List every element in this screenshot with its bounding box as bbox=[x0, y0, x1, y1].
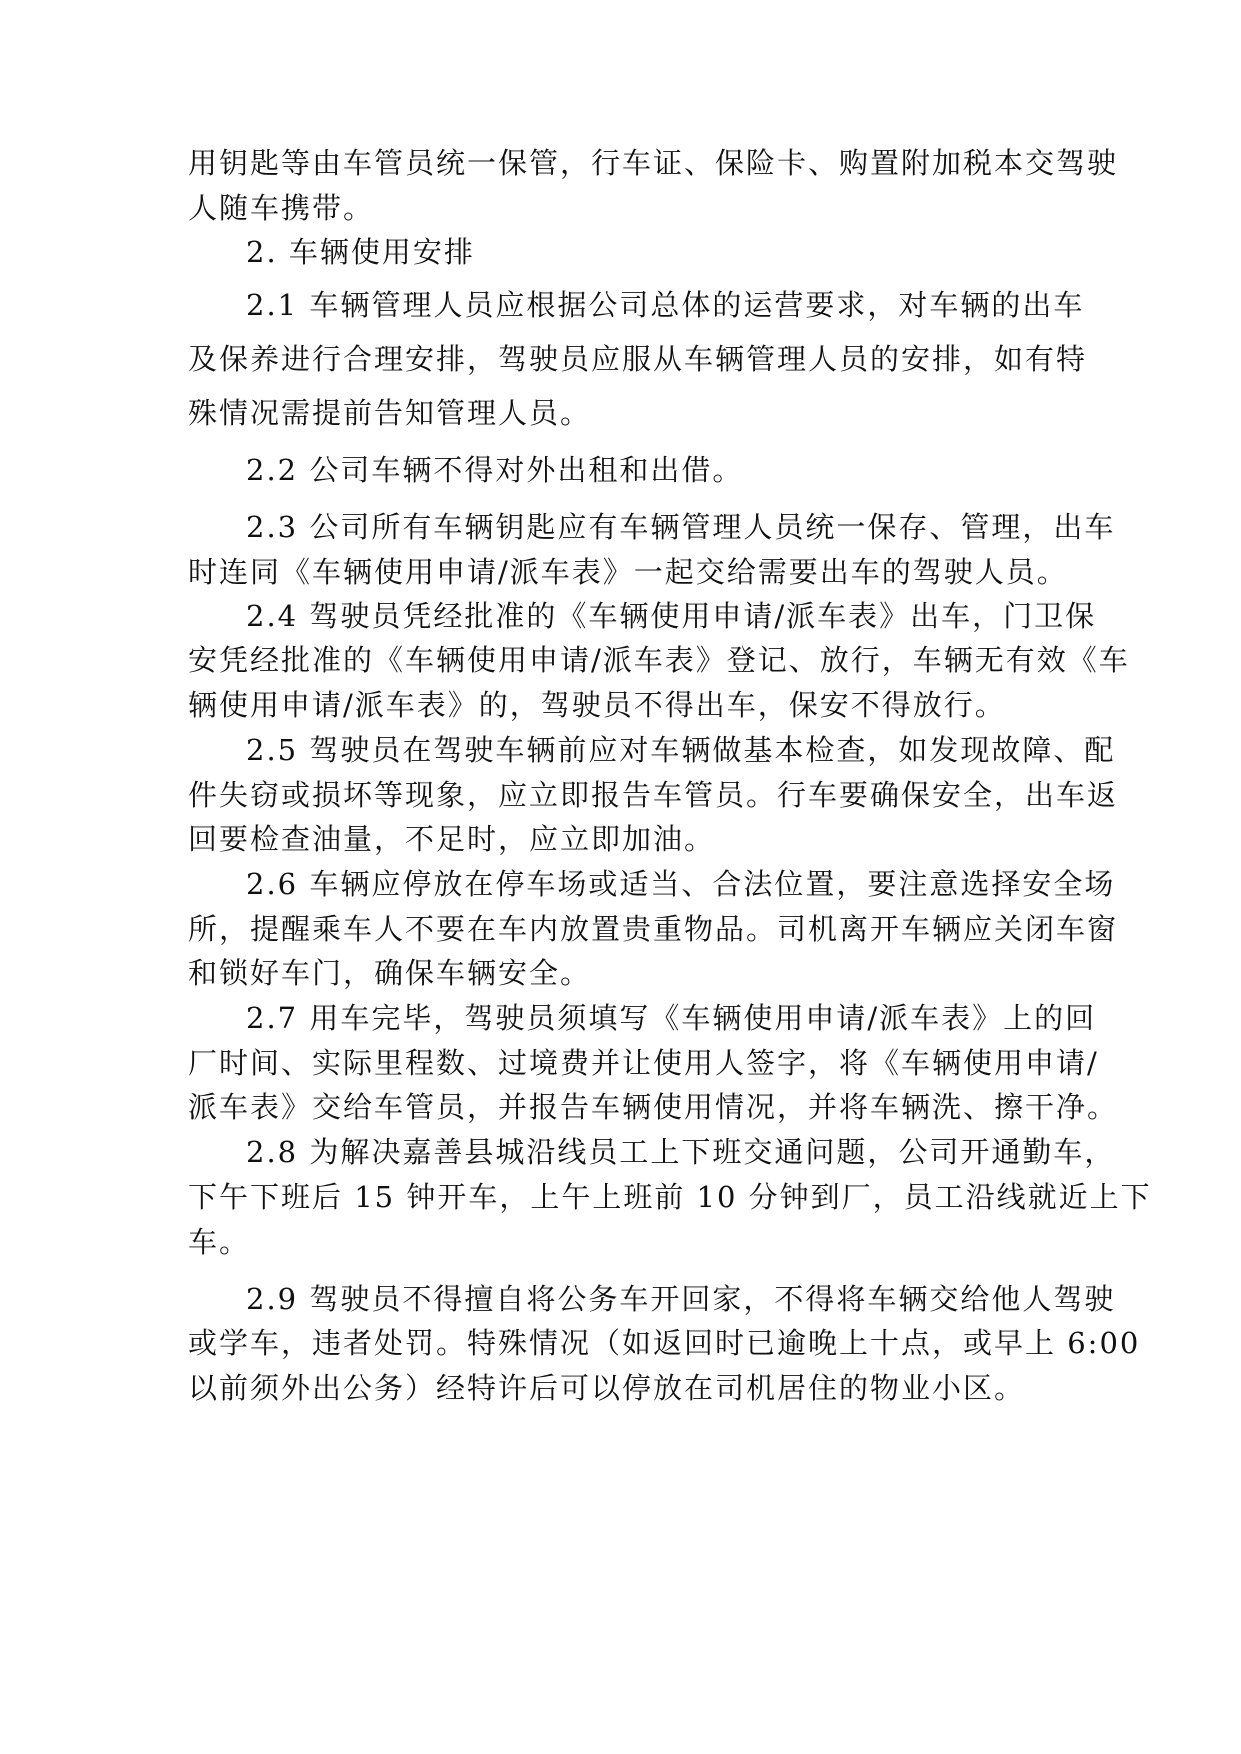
section-heading: 2. 车辆使用安排 bbox=[246, 235, 475, 269]
paragraph-line: 派车表》交给车管员，并报告车辆使用情况，并将车辆洗、擦干净。 bbox=[188, 1090, 1119, 1124]
paragraph-line: 回要检查油量，不足时，应立即加油。 bbox=[188, 822, 716, 856]
paragraph-line: 2.2 公司车辆不得对外出租和出借。 bbox=[246, 453, 744, 487]
paragraph-line: 殊情况需提前告知管理人员。 bbox=[188, 396, 592, 430]
paragraph-line: 2.7 用车完毕，驾驶员须填写《车辆使用申请/派车表》上的回 bbox=[246, 1001, 1097, 1035]
paragraph-line: 和锁好车门，确保车辆安全。 bbox=[188, 956, 592, 990]
paragraph-line: 或学车，违者处罚。特殊情况（如返回时已逾晚上十点，或早上 6:00 bbox=[188, 1326, 1141, 1360]
paragraph-line: 2.5 驾驶员在驾驶车辆前应对车辆做基本检查，如发现故障、配 bbox=[246, 733, 1116, 767]
paragraph-line: 2.1 车辆管理人员应根据公司总体的运营要求，对车辆的出车 bbox=[246, 288, 1085, 322]
paragraph-line: 所，提醒乘车人不要在车内放置贵重物品。司机离开车辆应关闭车窗 bbox=[188, 912, 1119, 946]
paragraph-line: 安凭经批准的《车辆使用申请/派车表》登记、放行，车辆无有效《车 bbox=[188, 643, 1130, 677]
paragraph-line: 件失窃或损坏等现象，应立即报告车管员。行车要确保安全，出车返 bbox=[188, 778, 1119, 812]
paragraph-line: 及保养进行合理安排，驾驶员应服从车辆管理人员的安排，如有特 bbox=[188, 342, 1088, 376]
paragraph-line: 用钥匙等由车管员统一保管，行车证、保险卡、购置附加税本交驾驶 bbox=[188, 146, 1119, 180]
paragraph-line: 2.3 公司所有车辆钥匙应有车辆管理人员统一保存、管理，出车 bbox=[246, 510, 1116, 544]
paragraph-line: 厂时间、实际里程数、过境费并让使用人签字，将《车辆使用申请/ bbox=[188, 1046, 1099, 1080]
paragraph-line: 人随车携带。 bbox=[188, 191, 375, 225]
paragraph-line: 辆使用申请/派车表》的，驾驶员不得出车，保安不得放行。 bbox=[188, 688, 1006, 722]
paragraph-line: 2.6 车辆应停放在停车场或适当、合法位置，要注意选择安全场 bbox=[246, 867, 1116, 901]
paragraph-line: 2.9 驾驶员不得擅自将公务车开回家，不得将车辆交给他人驾驶 bbox=[246, 1282, 1116, 1316]
paragraph-line: 2.8 为解决嘉善县城沿线员工上下班交通问题，公司开通勤车， bbox=[246, 1135, 1116, 1169]
paragraph-line: 车。 bbox=[188, 1225, 251, 1259]
paragraph-line: 时连同《车辆使用申请/派车表》一起交给需要出车的驾驶人员。 bbox=[188, 555, 1068, 589]
paragraph-line: 下午下班后 15 钟开车，上午上班前 10 分钟到厂，员工沿线就近上下 bbox=[188, 1180, 1152, 1214]
paragraph-line: 以前须外出公务）经特许后可以停放在司机居住的物业小区。 bbox=[188, 1371, 1026, 1405]
paragraph-line: 2.4 驾驶员凭经批准的《车辆使用申请/派车表》出车，门卫保 bbox=[246, 599, 1097, 633]
